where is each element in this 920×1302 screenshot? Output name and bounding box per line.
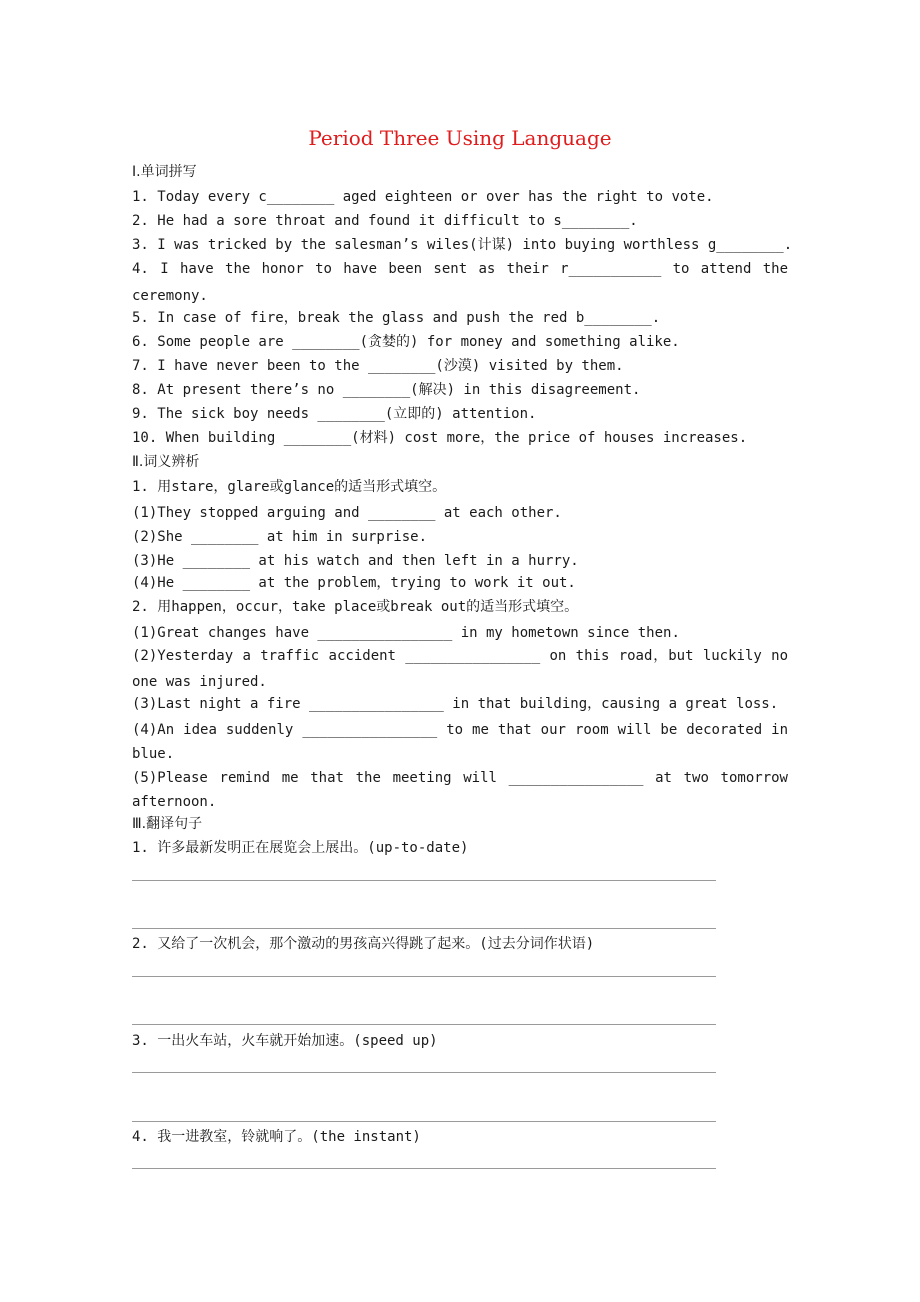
- answer-line[interactable]: [132, 1168, 716, 1169]
- question-line-cont: blue.: [132, 746, 175, 762]
- question-prompt: 2. 用happen，occur，take place或break out的适当形式填空。: [132, 599, 579, 615]
- question-line: 7. I have never been to the ________(沙漠) visited by them.: [132, 358, 624, 374]
- question-line: (1)Great changes have ________________ in my hometown since then.: [132, 625, 680, 641]
- answer-line[interactable]: [132, 1072, 716, 1073]
- question-line-cont: afternoon.: [132, 794, 217, 810]
- question-line: (3)Last night a fire ________________ in that building，causing a great loss.: [132, 696, 779, 712]
- answer-line[interactable]: [132, 976, 716, 977]
- translation-prompt: 3. 一出火车站，火车就开始加速。(speed up): [132, 1033, 438, 1049]
- section1-heading: Ⅰ.单词拼写: [132, 164, 197, 180]
- section2-heading: Ⅱ.词义辨析: [132, 454, 200, 470]
- question-line: (3)He ________ at his watch and then left in a hurry.: [132, 553, 579, 569]
- question-line-cont: ceremony.: [132, 288, 208, 304]
- answer-line[interactable]: [132, 1024, 716, 1025]
- question-line: (2)Yesterday a traffic accident ________________ on this road，but luckily no: [132, 648, 788, 664]
- section3-heading: Ⅲ.翻译句子: [132, 816, 203, 832]
- answer-line[interactable]: [132, 880, 716, 881]
- translation-prompt: 4. 我一进教室，铃就响了。(the instant): [132, 1129, 421, 1145]
- answer-line[interactable]: [132, 1121, 716, 1122]
- question-line: (4)An idea suddenly ________________ to me that our room will be decorated in: [132, 722, 788, 738]
- question-line: (1)They stopped arguing and ________ at each other.: [132, 505, 562, 521]
- question-line: 6. Some people are ________(贪婪的) for money and something alike.: [132, 334, 680, 350]
- question-line: 9. The sick boy needs ________(立即的) attention.: [132, 406, 537, 422]
- question-line: 10. When building ________(材料) cost more，the price of houses increases.: [132, 430, 748, 446]
- page-title: Period Three Using Language: [308, 126, 612, 150]
- translation-prompt: 2. 又给了一次机会，那个激动的男孩高兴得跳了起来。(过去分词作状语): [132, 936, 595, 952]
- question-line: (5)Please remind me that the meeting will ________________ at two tomorrow: [132, 770, 788, 786]
- question-line: (4)He ________ at the problem，trying to work it out.: [132, 575, 576, 591]
- question-line: 2. He had a sore throat and found it difficult to s________.: [132, 213, 638, 229]
- question-prompt: 1. 用stare，glare或glance的适当形式填空。: [132, 479, 447, 495]
- translation-prompt: 1. 许多最新发明正在展览会上展出。(up-to-date): [132, 840, 469, 856]
- question-line: 5. In case of fire，break the glass and push the red b________.: [132, 310, 661, 326]
- question-line: 3. I was tricked by the salesman’s wiles(计谋) into buying worthless g________.: [132, 237, 793, 253]
- question-line: (2)She ________ at him in surprise.: [132, 529, 428, 545]
- question-line: 1. Today every c________ aged eighteen or over has the right to vote.: [132, 189, 714, 205]
- question-line-cont: one was injured.: [132, 674, 267, 690]
- question-line: 8. At present there’s no ________(解决) in this disagreement.: [132, 382, 641, 398]
- question-line: 4. I have the honor to have been sent as their r___________ to attend the: [132, 261, 788, 277]
- answer-line[interactable]: [132, 928, 716, 929]
